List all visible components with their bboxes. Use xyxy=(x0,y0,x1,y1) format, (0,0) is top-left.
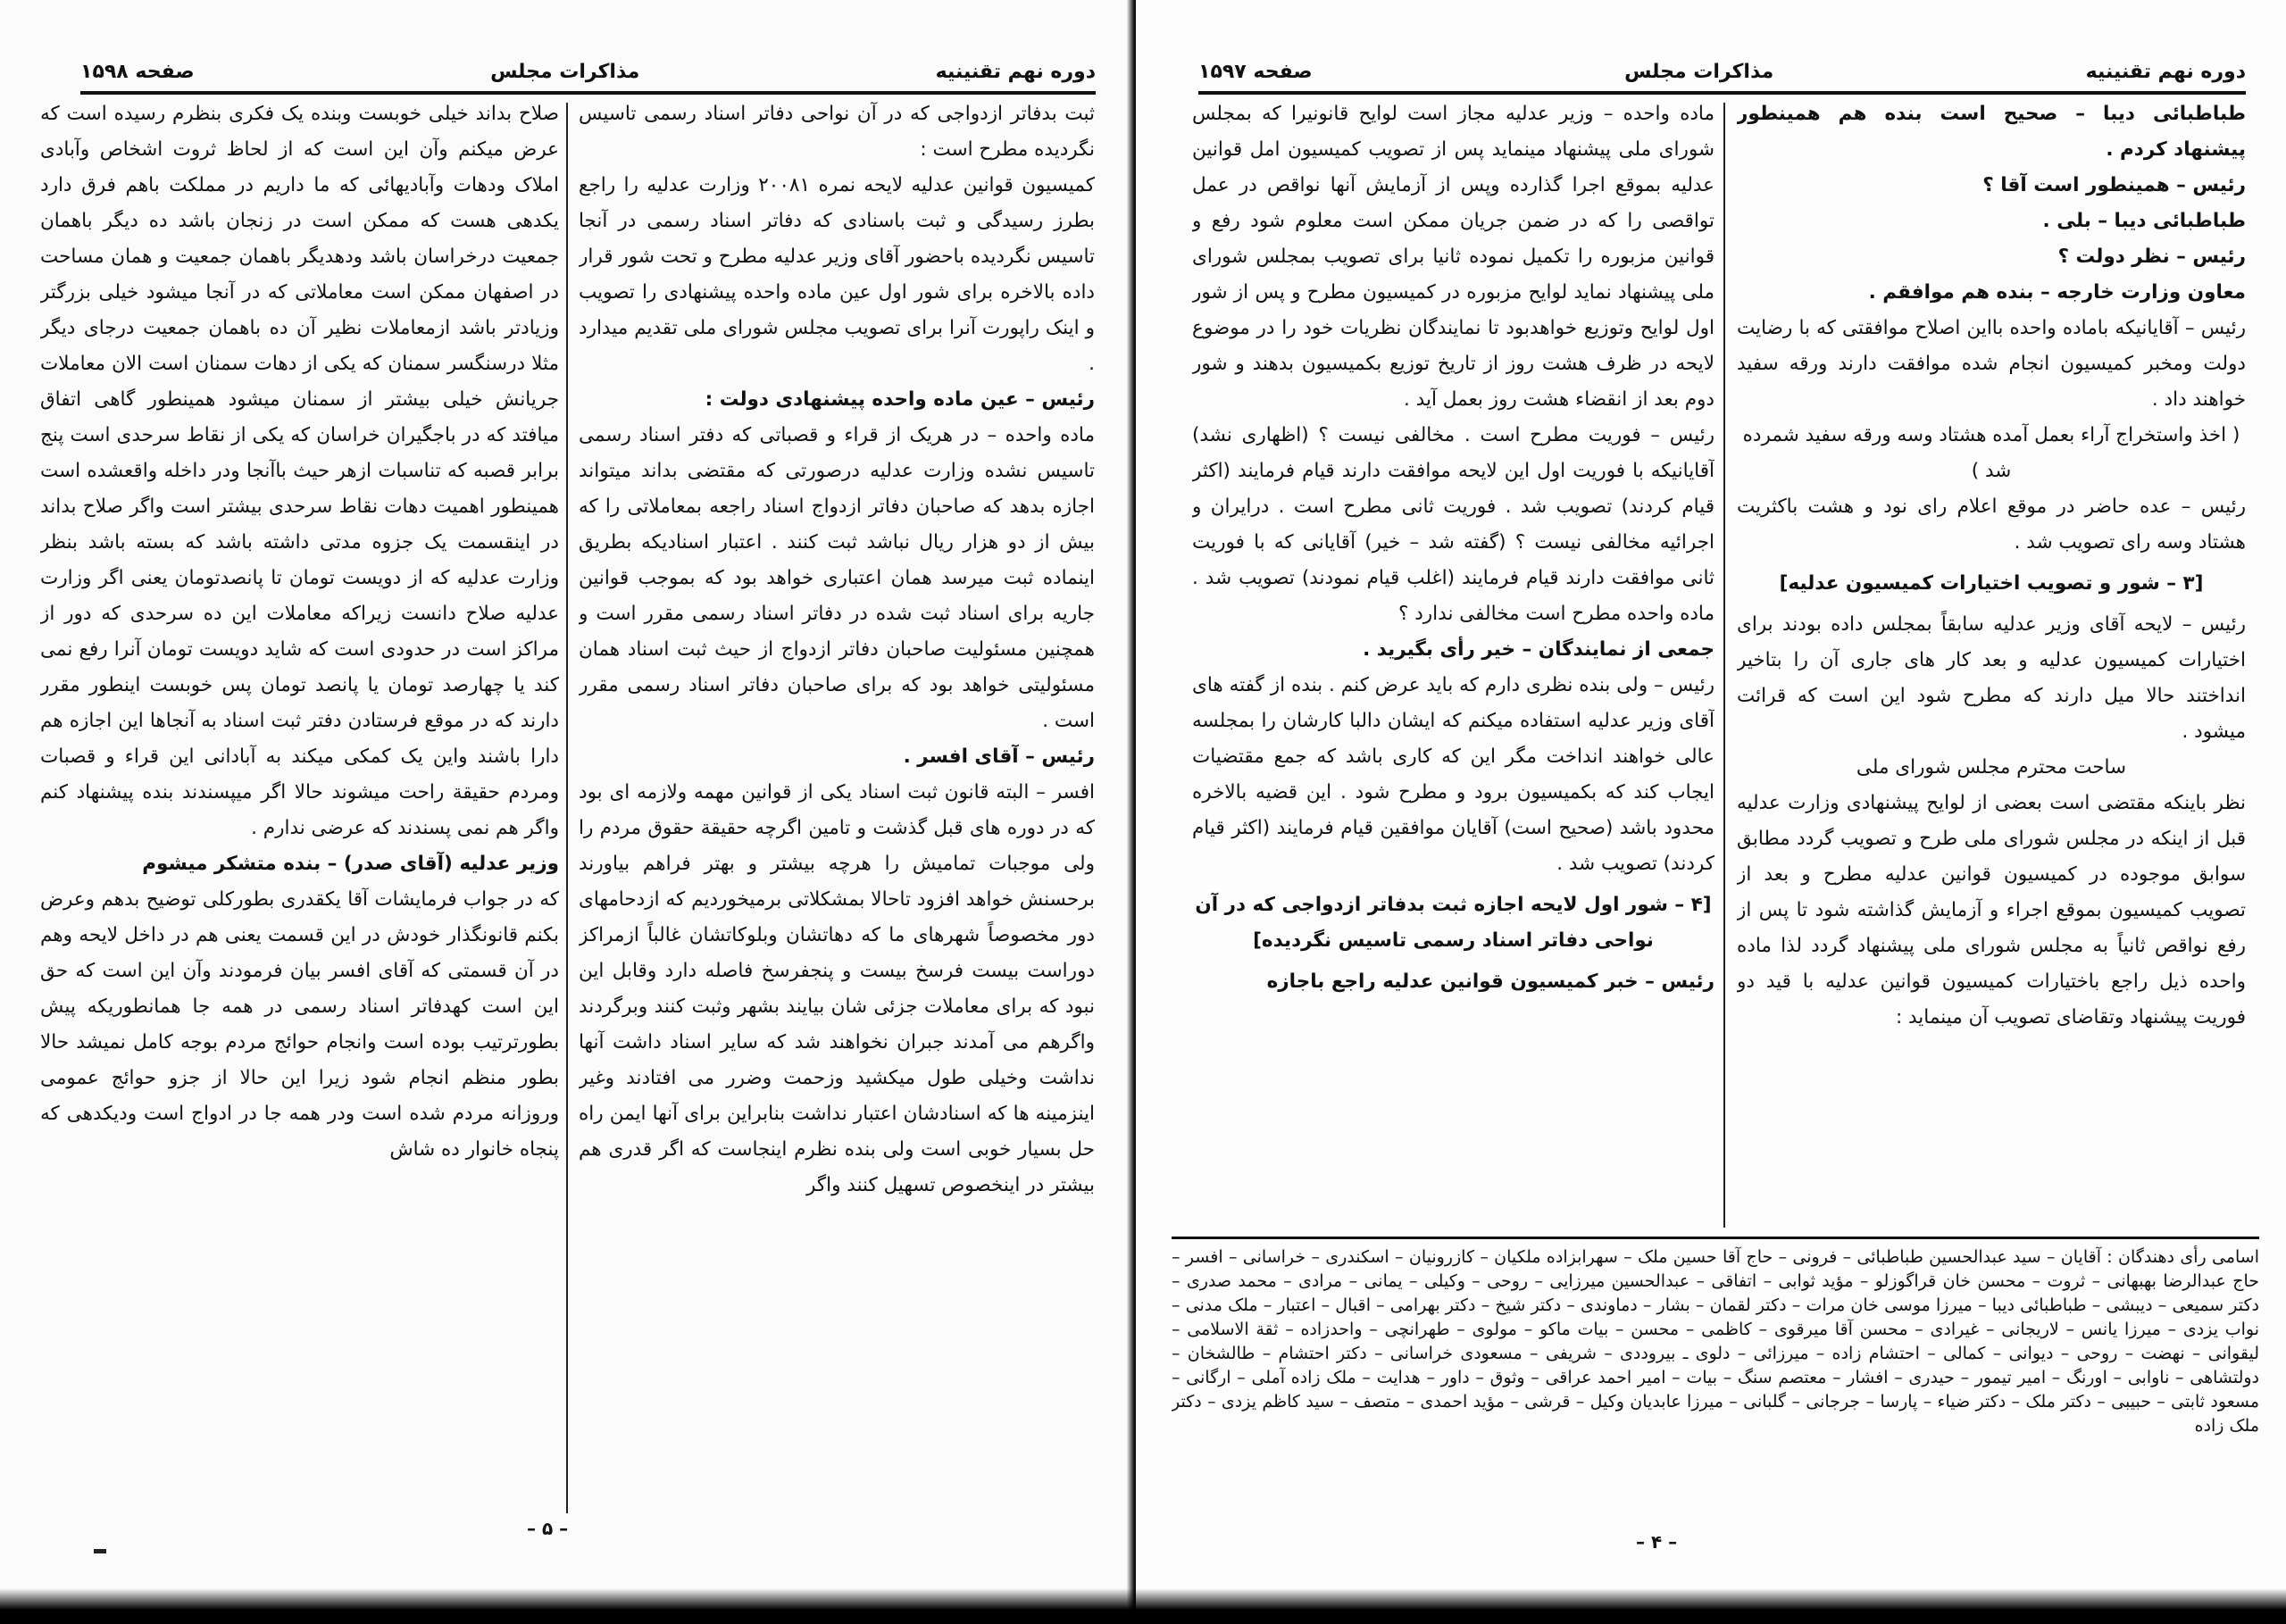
paragraph: کمیسیون قوانین عدلیه لایحه نمره ۲۰۰۸۱ وزارت عدلیه را راجع بطرز رسیدگی و ثبت باسنادی که دفاتر اسناد رسمی در آنجا تاسیس نگردیده باحضور آقای وزیر عدلیه مطرح و تحت شور قرار داده بالاخره برای شور اول عین ماده واحده پیشنهادی را تصویب و اینک راپورت آنرا برای تصویب مجلس شورای ملی تقدیم میدارد . xyxy=(579,174,1095,375)
paragraph: رئیس – عین ماده واحده پیشنهادی دولت : xyxy=(705,388,1095,411)
left-page-column-left xyxy=(40,96,559,1525)
paragraph: نظر باینکه مقتضی است بعضی از لوایح پیشنهادی وزارت عدلیه قبل از اینکه در مجلس شورای ملی طرح و تصویب گردد مطابق سوابق موجوده در کمیسیون قوانین عدلیه مطرح و بعد از تصویب کمیسیون بموقع اجراء و آزمایش گذاشته شود تا پس از رفع نواقص ثانیاً به مجلس شورای ملی پیشنهاد گردد لذا ماده واحده ذیل راجع باختیارات کمیسیون قوانین عدلیه با قید دو فوریت پیشنهاد وتقاضای تصویب آن مینماید : xyxy=(1737,792,2246,1029)
right-page xyxy=(1136,0,2286,1624)
page-number: – ۵ – xyxy=(527,1518,569,1539)
period-label: دوره نهم تقنینیه xyxy=(935,60,1096,83)
right-page-header xyxy=(1198,54,2246,89)
paragraph: رئیس – ولی بنده نظری دارم که باید عرض کنم . بنده از گفته های آقای وزیر عدلیه استفاده میکنم که ایشان دالبا کارشان را بمجلسه عالی خواهند انداخت مگر این که کاری باشد که جمع مقتضیات ایجاب کند که بکمیسیون برود و مطرح شود . این قضیه بالاخره محدود باشد (صحیح است) آقایان موافقین قیام فرمایند (اکثر قیام کردند) تصویب شد . xyxy=(1192,674,1714,875)
column-divider xyxy=(1723,103,1725,1228)
left-page-header xyxy=(80,54,1096,89)
header-rule xyxy=(1198,91,2246,95)
paragraph: ثبت بدفاتر ازدواجی که در آن نواحی دفاتر اسناد رسمی تاسیس نگردیده مطرح است : xyxy=(579,103,1095,161)
scan-bottom-edge xyxy=(0,1588,2286,1624)
paragraph: معاون وزارت خارجه – بنده هم موافقم . xyxy=(1868,281,2246,304)
paragraph: وزیر عدلیه (آقای صدر) – بنده متشکر میشوم xyxy=(142,853,559,875)
paragraph: که در جواب فرمایشات آقا یکقدری بطورکلی توضیح بدهم وعرض بکنم قانونگذار خودش در این قسمت یعنی هم در داخل لایحه وهم در آن قسمتی که آقای افسر بیان فرمودند وآن این است که حق این است کهدفاتر اسناد رسمی در همه جا همانطوریکه پیش بطورترتیب بوده است وانجام حوائج مردم بوجه کامل نمیشد حالا بطور منظم انجام شود زیرا این حالا از جزو حوائج عمومی وروزانه مردم شده است ودر همه جا در ادواج است ودیکدهی که پنجاه خانوار ده شاش xyxy=(40,888,559,1161)
footnote-rule xyxy=(1172,1237,2259,1239)
paragraph: رئیس – خبر کمیسیون قوانین عدلیه راجع باجازه xyxy=(1266,970,1714,993)
paragraph: جمعی از نمایندگان – خیر رأی بگیرید . xyxy=(1363,638,1714,661)
paragraph: رئیس – نظر دولت ؟ xyxy=(2057,246,2246,268)
paragraph: ماده واحده – در هریک از قراء و قصباتی که دفتر اسناد رسمی تاسیس نشده وزارت عدلیه درصورتی که مقتضی بداند میتواند اجازه بدهد که صاحبان دفاتر ازدواج اسناد راجعه بمعاملاتی را که بیش از دو هزار ریال نباشد ثبت کنند . اعتبار اسنادیکه بطریق اینماده ثبت میرسد همان اعتباری خواهد بود که بموجب قوانین جاریه برای اسناد ثبت شده در دفاتر اسناد رسمی مقرر است و همچنین مسئولیت صاحبان دفاتر ازدواج از حیث ثبت اسناد همان مسئولیتی خواهد بود که برای صاحبان دفاتر اسناد رسمی مقرر است . xyxy=(579,424,1095,732)
paragraph: رئیس – لایحه آقای وزیر عدلیه سابقاً بمجلس داده بودند برای اختیارات کمیسیون عدلیه و بعد کار های جاری آن را بتاخیر انداختند حالا میل دارند که مطرح شود این است که قرائت میشود . xyxy=(1737,613,2246,743)
right-page-column-left xyxy=(1192,96,1714,1230)
paragraph: رئیس – آقای افسر . xyxy=(903,745,1095,768)
paragraph: رئیس – فوریت مطرح است . مخالفی نیست ؟ (اظهاری نشد) آقایانیکه با فوریت اول این لایحه موافقت دارند قیام فرمایند (اکثر قیام کردند) تصویب شد . فوریت ثانی مطرح است . درایران و اجرائیه مخالفی نیست ؟ (گفته شد – خیر) آقایانی که با فوریت ثانی موافقت دارند قیام فرمایند (اغلب قیام نمودند) تصویب شد . ماده واحده مطرح است مخالفی ندارد ؟ xyxy=(1192,424,1714,625)
page-label: صفحه ۱۵۹۸ xyxy=(80,60,195,83)
page-number: – ۴ – xyxy=(1636,1531,1678,1553)
paragraph: صلاح بداند خیلی خوبست وبنده یک فکری بنظرم رسیده است که عرض میکنم وآن این است که از لحاظ ثروت اشخاص وآبادی املاک ودهات وآبادیهائی که ما داریم در مملکت باهم فرق دارد یکدهی هست که ممکن است در زنجان باشد ده دیگر باهمان جمعیت درخراسان باشد ودهدیگر باهمان جمعیت و همان مساحت در اصفهان ممکن است معاملاتی که در آنجا میشود خیلی بزرگتر وزیادتر باشد ازمعاملات نظیر آن ده باهمان جمعیت درجای دیگر مثلا درسنگسر سمنان که یکی از دهات سمنان است الان معاملات جریانش خیلی بیشتر از سمنان میشود همینطور گاهی اتفاق میافتد که در باجگیران خراسان که یکی از نقاط سرحدی است پنج برابر قصبه که تناسبات ازهر حیث باآنجا ودر داخله واقعشده است همینطور اهمیت دهات نقاط سرحدی بیشتر است واگر صلاح بداند در اینقسمت یک جزوه مدتی داشته باشد که بسته باشد بنظر وزارت عدلیه که از دویست تومان تا پانصدتومان یعنی اگر وزارت عدلیه صلاح دانست زیراکه معاملات این ده سرحدی که دور از مراکز است در حدودی است که شاید دویست تومان آنرا رفع نمی کند یا چهارصد تومان یا پانصد تومان پس خوبست اینطور مقرر دارند که در موقع فرستادن دفتر ثبت اسناد به آنجاها این اجازه هم دارا باشند واین یک کمکی میکند به آبادانی این قراء و قصبات ومردم حقیقة راحت میشوند حالا اگر میپسندند بنده پیشنهاد کنم واگر هم نمی پسندند که عرضی ندارم . xyxy=(40,103,559,839)
paragraph: ماده واحده – وزیر عدلیه مجاز است لوایح قانونیرا که بمجلس شورای ملی پیشنهاد مینماید پس از تصویب کمیسیون امل قوانین عدلیه بموقع اجرا گذارده وپس از آزمایش آنها نواقص در عمل تواقصی را که در ضمن جریان ممکن است معلوم شود رفع و قوانین مزبوره را تکمیل نموده ثانیا برای تصویب بمجلس شورای ملی پیشنهاد نماید لوایح مزبوره در کمیسیون مطرح و پس از شور اول لوایح وتوزیع خواهدبود تا نمایندگان نظریات خود را در موضوع لایحه در ظرف هشت روز از تاریخ توزیع بکمیسیون بدهند و شور دوم بعد از انقضاء هشت روز بعمل آید . xyxy=(1192,103,1714,411)
left-page-column-right xyxy=(579,96,1095,1525)
paragraph: ساحت محترم مجلس شورای ملی xyxy=(1856,756,2127,779)
header-rule xyxy=(80,91,1096,95)
paragraph: افسر – البته قانون ثبت اسناد یکی از قوانین مهمه ولازمه ای بود که در دوره های قبل گذشت و تامین اگرچه حقیقة حقوق مردم را ولی موجبات تمامیش را هرچه بیشتر و بهتر فراهم بیاورند برحسنش خواهد افزود تاحالا بمشکلاتی برمیخوردیم که ازدحامهای دور مخصوصاً شهرهای ما که دهاتشان وبلوکاتشان غالباً ازمراکز دوراست بیست فرسخ بیست و پنجفرسخ فاصله دارد وقابل این نبود که برای معاملات جزئی شان بیایند بشهر وثبت کنند وبرگردند واگرهم می آمدند جبران نخواهند شد که سایر اسناد داشت آنها نداشت وخیلی طول میکشید وزحمت وضرر می افتادند وغیر اینزمینه ها که اسنادشان اعتبار نداشت بنابراین برای آنها ایمن راه حل بسیار خوبی است ولی بنده نظرم اینجاست که اگر قدری هم بیشتر در اینخصوص تسهیل کنند واگر xyxy=(579,781,1095,1196)
center-title: مذاکرات مجلس xyxy=(1624,60,1774,83)
paragraph: رئیس – عده حاضر در موقع اعلام رای نود و هشت باکثریت هشتاد وسه رای تصویب شد . xyxy=(1737,496,2246,554)
paragraph: رئیس – همینطور است آقا ؟ xyxy=(1982,174,2246,196)
paragraph: ( اخذ واستخراج آراء بعمل آمده هشتاد وسه ورقه سفید شمرده شد ) xyxy=(1742,424,2240,482)
paragraph: طباطبائی دیبا – صحیح است بنده هم همینطور پیشنهاد کردم . xyxy=(1737,103,2246,161)
paragraph: [۳ – شور و تصویب اختیارات کمیسیون عدلیه] xyxy=(1779,572,2204,595)
right-page-column-right xyxy=(1737,96,2246,1230)
period-label: دوره نهم تقنینیه xyxy=(2085,60,2246,83)
paragraph: رئیس – آقایانیکه باماده واحده بااین اصلاح موافقتی که با رضایت دولت ومخبر کمیسیون انجام شده موافقت دارند ورقه سفید خواهند داد . xyxy=(1737,317,2246,411)
scan-mark xyxy=(94,1549,106,1553)
voters-list: اسامی رأی دهندگان : آقایان – سید عبدالحسین طباطبائی – فرونی – حاج آقا حسین ملک – سهرابزاده ملکیان – کازرونیان – اسکندری – خراسانی – افسر – حاج عبدالرضا بهبهانی – ثروت – محسن خان قراگوزلو – مؤید ثوابی – اتفاقی – عبدالحسین میرزایی – روحی – وکیلی – یمانی – مرادی – محمد صدری – دکتر سمیعی – دیبشی – طباطبائی دیبا – میرزا موسی خان مرات – دکتر لقمان – بشار – دماوندی – دکتر شیخ – دکتر بهرامی – اقبال – اعتبار – ملک مدنی – نواب یزدی – میرزا یانس – لاریجانی – غیرادی – محسن آقا میرقوی – کاظمی – محسن – بیات ماکو – مولوی – طهرانچی – واحدزاده – ثقة الاسلامی – لیقوانی – نهضت – روحی – دیوانی – کمالی – احتشام زاده – میرزائی – دلوی ـ بیروددی – شریفی – مسعودی خراسانی – دکتر احتشام – طالشخان – دولتشاهی – ناوابی – اورنگ – امیر تیمور – حیدری – افشار – معتصم سنگ – بیات – امیر احمد عراقی – وثوق – داور – هدایت – ملک زاده آملی – ارگانی – مسعود ثابتی – حبیبی – دکتر ملک – دکتر ضیاء – پارسا – جرجانی – گلبانی – میرزا عابدیان وکیل – قرشی – مؤید احمدی – متصف – سید کاظم یزدی – دکتر ملک زاده xyxy=(1172,1247,2259,1436)
left-page xyxy=(0,0,1136,1624)
column-divider xyxy=(566,103,568,1513)
page-label: صفحه ۱۵۹۷ xyxy=(1198,60,1313,83)
center-title: مذاکرات مجلس xyxy=(490,60,640,83)
paragraph: طباطبائی دیبا – بلی . xyxy=(2042,210,2246,232)
paragraph: [۴ – شور اول لایحه اجازه ثبت بدفاتر ازدواجی که در آن نواحی دفاتر اسناد رسمی تاسیس نگردیده] xyxy=(1195,894,1712,952)
